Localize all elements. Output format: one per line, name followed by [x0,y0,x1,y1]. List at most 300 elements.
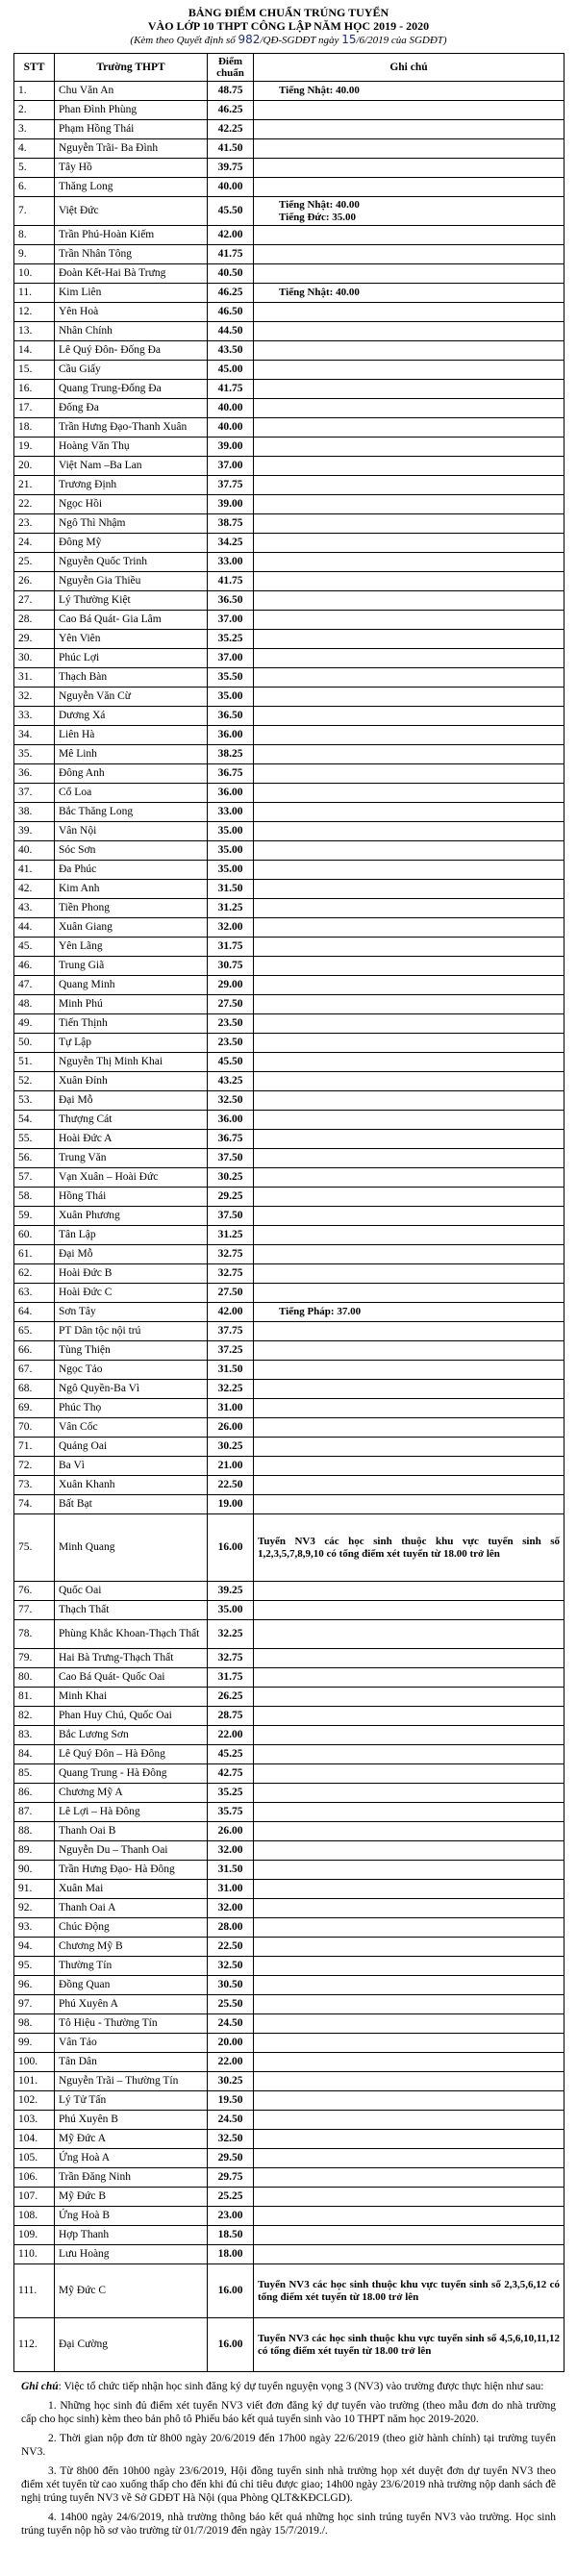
cell-score: 35.00 [208,861,254,880]
table-row [14,264,564,284]
cell-note [254,745,564,764]
cell-school: Trần Phú-Hoàn Kiếm [55,226,208,245]
cell-note [254,553,564,572]
table-row [14,1620,564,1649]
cell-stt: 82. [14,1707,55,1726]
cell-note [254,1620,564,1649]
table-row [14,82,564,101]
table-row [14,1995,564,2014]
cell-score: 39.75 [208,159,254,178]
cell-score: 37.00 [208,649,254,668]
cell-note [254,399,564,418]
cell-score: 31.75 [208,938,254,957]
cell-school: Phan Huy Chú, Quốc Oai [55,1707,208,1726]
cell-stt: 47. [14,976,55,995]
cell-stt: 105. [14,2149,55,2168]
table-row [14,2034,564,2053]
document-subtitle: VÀO LỚP 10 THPT CÔNG LẬP NĂM HỌC 2019 - 2020 [147,19,430,33]
cell-school: Ứng Hoà B [55,2207,208,2226]
cell-school: Phạm Hồng Thái [55,120,208,139]
table-row [14,1072,564,1091]
note-value: 40.00 [336,85,360,96]
cell-score: 37.25 [208,1341,254,1361]
cell-note [254,918,564,938]
cell-score: 27.50 [208,995,254,1014]
table-row [14,361,564,380]
cell-stt: 42. [14,880,55,899]
cell-score: 32.50 [208,2130,254,2149]
table-row [14,822,564,841]
header-school: Trường THPT [55,54,208,82]
cell-score: 29.00 [208,976,254,995]
cell-school: Chúc Động [55,1918,208,1938]
cell-stt: 35. [14,745,55,764]
cell-school: Tây Hồ [55,159,208,178]
cell-stt: 56. [14,1149,55,1168]
cell-score: 16.00 [208,2318,254,2372]
cell-stt: 67. [14,1361,55,1380]
cell-score: 45.50 [208,197,254,226]
table-row [14,1188,564,1207]
cell-note [254,822,564,841]
table-row [14,880,564,899]
table-row [14,1418,564,1438]
cell-note [254,380,564,399]
table-row [14,591,564,611]
cell-note [254,1438,564,1457]
cell-note [254,226,564,245]
cell-stt: 18. [14,418,55,438]
cell-note [254,976,564,995]
cell-school: Phú Xuyên A [55,1995,208,2014]
cell-stt: 65. [14,1322,55,1341]
cell-score: 31.50 [208,880,254,899]
cell-stt: 112. [14,2318,55,2372]
cell-school: Quang Minh [55,976,208,995]
cell-score: 35.00 [208,841,254,861]
cell-school: Yên Viên [55,630,208,649]
cell-school: Sóc Sơn [55,841,208,861]
cell-score: 35.75 [208,1803,254,1822]
cell-stt: 11. [14,284,55,303]
cell-score: 40.00 [208,418,254,438]
cell-score: 37.75 [208,1322,254,1341]
cell-score: 22.50 [208,1938,254,1957]
cell-score: 32.75 [208,1245,254,1264]
footer-lead-label: Ghi chú [21,2381,59,2392]
cell-stt: 110. [14,2245,55,2264]
cell-score: 46.25 [208,101,254,120]
cell-note [254,784,564,803]
table-row [14,399,564,418]
cell-score: 36.50 [208,707,254,726]
cell-note [254,303,564,322]
cell-note [254,457,564,476]
cell-note [254,1707,564,1726]
table-row [14,1495,564,1514]
cell-school: Lê Lợi – Hà Đông [55,1803,208,1822]
table-row [14,1784,564,1803]
cell-stt: 60. [14,1226,55,1245]
cell-score: 41.75 [208,380,254,399]
cell-stt: 111. [14,2264,55,2318]
table-row [14,1245,564,1264]
cell-score: 27.50 [208,1284,254,1303]
cell-school: Lưu Hoàng [55,2245,208,2264]
cell-note [254,1649,564,1668]
cell-stt: 12. [14,303,55,322]
table-row [14,1168,564,1188]
cell-note [254,591,564,611]
table-row [14,2111,564,2130]
table-row [14,1601,564,1620]
note-label: Tiếng Nhật: [279,85,334,96]
cell-school: Cổ Loa [55,784,208,803]
table-row [14,1745,564,1764]
table-row [14,2168,564,2188]
cell-note [254,630,564,649]
table-row [14,418,564,438]
cell-school: Nguyễn Văn Cừ [55,688,208,707]
cell-note [254,611,564,630]
cell-note [254,668,564,688]
cell-stt: 74. [14,1495,55,1514]
cell-school: Xuân Mai [55,1880,208,1899]
cell-school: Vân Nội [55,822,208,841]
cell-score: 22.00 [208,1726,254,1745]
table-row [14,197,564,226]
table-row [14,1053,564,1072]
table-row [14,2130,564,2149]
cell-stt: 2. [14,101,55,120]
table-row [14,101,564,120]
cell-school: Minh Phú [55,995,208,1014]
table-row [14,841,564,861]
cell-stt: 21. [14,476,55,495]
cell-stt: 53. [14,1091,55,1111]
cell-score: 32.50 [208,1957,254,1976]
cell-score: 37.75 [208,476,254,495]
cell-stt: 89. [14,1841,55,1861]
cell-score: 36.00 [208,726,254,745]
cell-score: 35.00 [208,1601,254,1620]
document-title: BẢNG ĐIỂM CHUẨN TRÚNG TUYỂN [188,6,389,19]
cell-stt: 78. [14,1620,55,1649]
cell-school: Xuân Phương [55,1207,208,1226]
cell-note [254,2168,564,2188]
table-row [14,707,564,726]
table-row [14,495,564,514]
table-row [14,630,564,649]
cell-stt: 70. [14,1418,55,1438]
cell-score: 19.50 [208,2091,254,2111]
table-row [14,1822,564,1841]
cell-stt: 96. [14,1976,55,1995]
cell-stt: 49. [14,1014,55,1034]
table-row [14,2014,564,2034]
table-row [14,861,564,880]
note-entry [258,199,560,212]
cell-stt: 13. [14,322,55,341]
cell-note [254,2188,564,2207]
table-row [14,1438,564,1457]
cell-note [254,2034,564,2053]
cell-school: Chu Văn An [55,82,208,101]
cell-stt: 39. [14,822,55,841]
cell-school: Nguyễn Du – Thanh Oai [55,1841,208,1861]
cell-school: Quốc Oai [55,1582,208,1601]
cell-stt: 62. [14,1264,55,1284]
footer-notes [21,2380,556,2538]
cell-note [254,1457,564,1476]
cell-school: Bắc Lương Sơn [55,1726,208,1745]
cell-stt: 98. [14,2014,55,2034]
cell-stt: 44. [14,918,55,938]
cell-note [254,2014,564,2034]
table-row [14,976,564,995]
header-stt: STT [14,54,55,82]
cell-stt: 20. [14,457,55,476]
cell-school: Lý Tử Tấn [55,2091,208,2111]
table-row [14,1514,564,1582]
table-row [14,120,564,139]
table-row [14,1707,564,1726]
note-entry [258,287,560,299]
cell-school: Hoài Đức C [55,1284,208,1303]
cell-stt: 32. [14,688,55,707]
note-value: 40.00 [336,198,360,211]
footer-item-2: 2. Thời gian nộp đơn từ 8h00 ngày 20/6/2019 đến 17h00 ngày 22/6/2019 (theo giờ hành chính) tại trường tuyển NV3. [21,2433,556,2458]
cell-school: Bất Bạt [55,1495,208,1514]
cell-score: 24.50 [208,2014,254,2034]
cell-note [254,418,564,438]
cell-stt: 63. [14,1284,55,1303]
cell-stt: 93. [14,1918,55,1938]
cell-note [254,803,564,822]
cell-school: Đông Anh [55,764,208,784]
score-table-body [14,82,564,2372]
cell-note: Tuyển NV3 các học sinh thuộc khu vực tuyển sinh số 1,2,3,5,7,8,9,10 có tổng điểm xét tuyển từ 18.00 trở lên [254,1514,564,1582]
cell-note [254,764,564,784]
table-row [14,668,564,688]
cell-school: Kim Anh [55,880,208,899]
cell-stt: 99. [14,2034,55,2053]
cell-school: Thạch Bàn [55,668,208,688]
cell-note [254,178,564,197]
cell-score: 18.50 [208,2226,254,2245]
cell-stt: 34. [14,726,55,745]
cell-stt: 90. [14,1861,55,1880]
cell-score: 37.00 [208,611,254,630]
cell-score: 32.00 [208,1841,254,1861]
cell-score: 32.75 [208,1264,254,1284]
cell-stt: 94. [14,1938,55,1957]
cell-note [254,2245,564,2264]
cell-school: Minh Quang [55,1514,208,1582]
cell-note [254,1899,564,1918]
footer-lead [21,2380,556,2393]
cell-stt: 51. [14,1053,55,1072]
cell-school: Việt Đức [55,197,208,226]
cell-score: 32.75 [208,1649,254,1668]
cell-stt: 8. [14,226,55,245]
cell-note [254,1688,564,1707]
table-row [14,380,564,399]
note-value: 37.00 [337,1306,362,1317]
table-row [14,995,564,1014]
decision-reference-pre: (Kèm theo Quyết định số [130,35,238,46]
cell-school: Thạch Thất [55,1601,208,1620]
cell-stt: 104. [14,2130,55,2149]
cell-note [254,2149,564,2168]
cell-score: 29.50 [208,2149,254,2168]
cell-school: Tân Dân [55,2053,208,2072]
cell-stt: 75. [14,1514,55,1582]
cell-score: 31.00 [208,1399,254,1418]
note-label: Tiếng Đức: [279,211,330,223]
cell-school: Hợp Thanh [55,2226,208,2245]
cell-note [254,726,564,745]
table-row [14,1476,564,1495]
table-row [14,1918,564,1938]
table-row [14,1380,564,1399]
table-row [14,1226,564,1245]
cell-stt: 77. [14,1601,55,1620]
note-label: Tiếng Nhật: [279,287,334,298]
cell-score: 45.00 [208,361,254,380]
document-header [12,6,565,47]
table-header-row [14,54,564,82]
table-row [14,611,564,630]
cell-school: Cầu Giấy [55,361,208,380]
cell-school: Ngô Quyền-Ba Vì [55,1380,208,1399]
cell-stt: 107. [14,2188,55,2207]
cell-school: Vân Cốc [55,1418,208,1438]
table-row [14,514,564,534]
cell-score: 37.50 [208,1149,254,1168]
cell-school: Yên Hoà [55,303,208,322]
cell-stt: 54. [14,1111,55,1130]
cell-score: 16.00 [208,2264,254,2318]
cell-score: 26.00 [208,1418,254,1438]
cell-score: 25.25 [208,2188,254,2207]
cell-score: 31.50 [208,1361,254,1380]
cell-note [254,2053,564,2072]
cell-stt: 100. [14,2053,55,2072]
decision-reference-post: /6/2019 của SGDĐT) [356,35,447,46]
cell-school: Dương Xá [55,707,208,726]
cell-note [254,572,564,591]
table-row [14,1976,564,1995]
table-row [14,2149,564,2168]
cell-stt: 59. [14,1207,55,1226]
cell-score: 31.00 [208,1880,254,1899]
cell-school: Nguyễn Gia Thiều [55,572,208,591]
cell-school: Phùng Khắc Khoan-Thạch Thất [55,1620,208,1649]
cell-score: 42.00 [208,226,254,245]
cell-score: 31.25 [208,899,254,918]
cell-score: 35.50 [208,668,254,688]
table-row [14,2264,564,2318]
cell-stt: 80. [14,1668,55,1688]
table-row [14,2245,564,2264]
cell-school: Đống Đa [55,399,208,418]
table-row [14,1899,564,1918]
cell-school: Nguyễn Trãi – Thường Tín [55,2072,208,2091]
cell-stt: 81. [14,1688,55,1707]
cell-note [254,1995,564,2014]
cell-score: 35.25 [208,630,254,649]
cell-school: Phúc Lợi [55,649,208,668]
cell-stt: 52. [14,1072,55,1091]
cell-school: Ngọc Tảo [55,1361,208,1380]
cell-note [254,1764,564,1784]
cell-stt: 31. [14,668,55,688]
cell-note [254,707,564,726]
cell-stt: 102. [14,2091,55,2111]
cell-school: Nguyễn Thị Minh Khai [55,1053,208,1072]
table-row [14,1207,564,1226]
cell-note [254,1284,564,1303]
table-row [14,1861,564,1880]
cell-score: 42.25 [208,120,254,139]
cell-note [254,341,564,361]
table-row [14,745,564,764]
cell-score: 36.00 [208,784,254,803]
table-row [14,284,564,303]
cell-score: 36.50 [208,591,254,611]
cell-score: 39.00 [208,495,254,514]
table-row [14,1938,564,1957]
cell-stt: 37. [14,784,55,803]
cell-stt: 19. [14,438,55,457]
table-row [14,2318,564,2372]
cell-note [254,841,564,861]
cell-note [254,1034,564,1053]
table-row [14,159,564,178]
cell-school: Ứng Hoà A [55,2149,208,2168]
cell-stt: 69. [14,1399,55,1418]
cell-school: Mỹ Đức B [55,2188,208,2207]
table-row [14,649,564,668]
cell-note [254,649,564,668]
table-row [14,1649,564,1668]
table-row [14,2053,564,2072]
cell-score: 28.00 [208,1918,254,1938]
cell-score: 30.25 [208,2072,254,2091]
table-row [14,1014,564,1034]
cell-school: Nguyễn Quốc Trinh [55,553,208,572]
cell-score: 40.00 [208,178,254,197]
cell-note [254,1822,564,1841]
cell-score: 44.50 [208,322,254,341]
table-row [14,178,564,197]
cell-stt: 45. [14,938,55,957]
cell-stt: 55. [14,1130,55,1149]
cell-note [254,1784,564,1803]
cell-score: 39.00 [208,438,254,457]
cell-score: 33.00 [208,553,254,572]
cell-note: Tuyển NV3 các học sinh thuộc khu vực tuyển sinh số 2,3,5,6,12 có tổng điểm xét tuyển từ 18.00 trở lên [254,2264,564,2318]
cell-note [254,245,564,264]
table-row [14,688,564,707]
table-row [14,457,564,476]
cell-stt: 64. [14,1303,55,1322]
cell-school: Quang Trung - Hà Đông [55,1764,208,1784]
cell-score: 25.50 [208,1995,254,2014]
cell-score: 40.50 [208,264,254,284]
cell-note [254,476,564,495]
